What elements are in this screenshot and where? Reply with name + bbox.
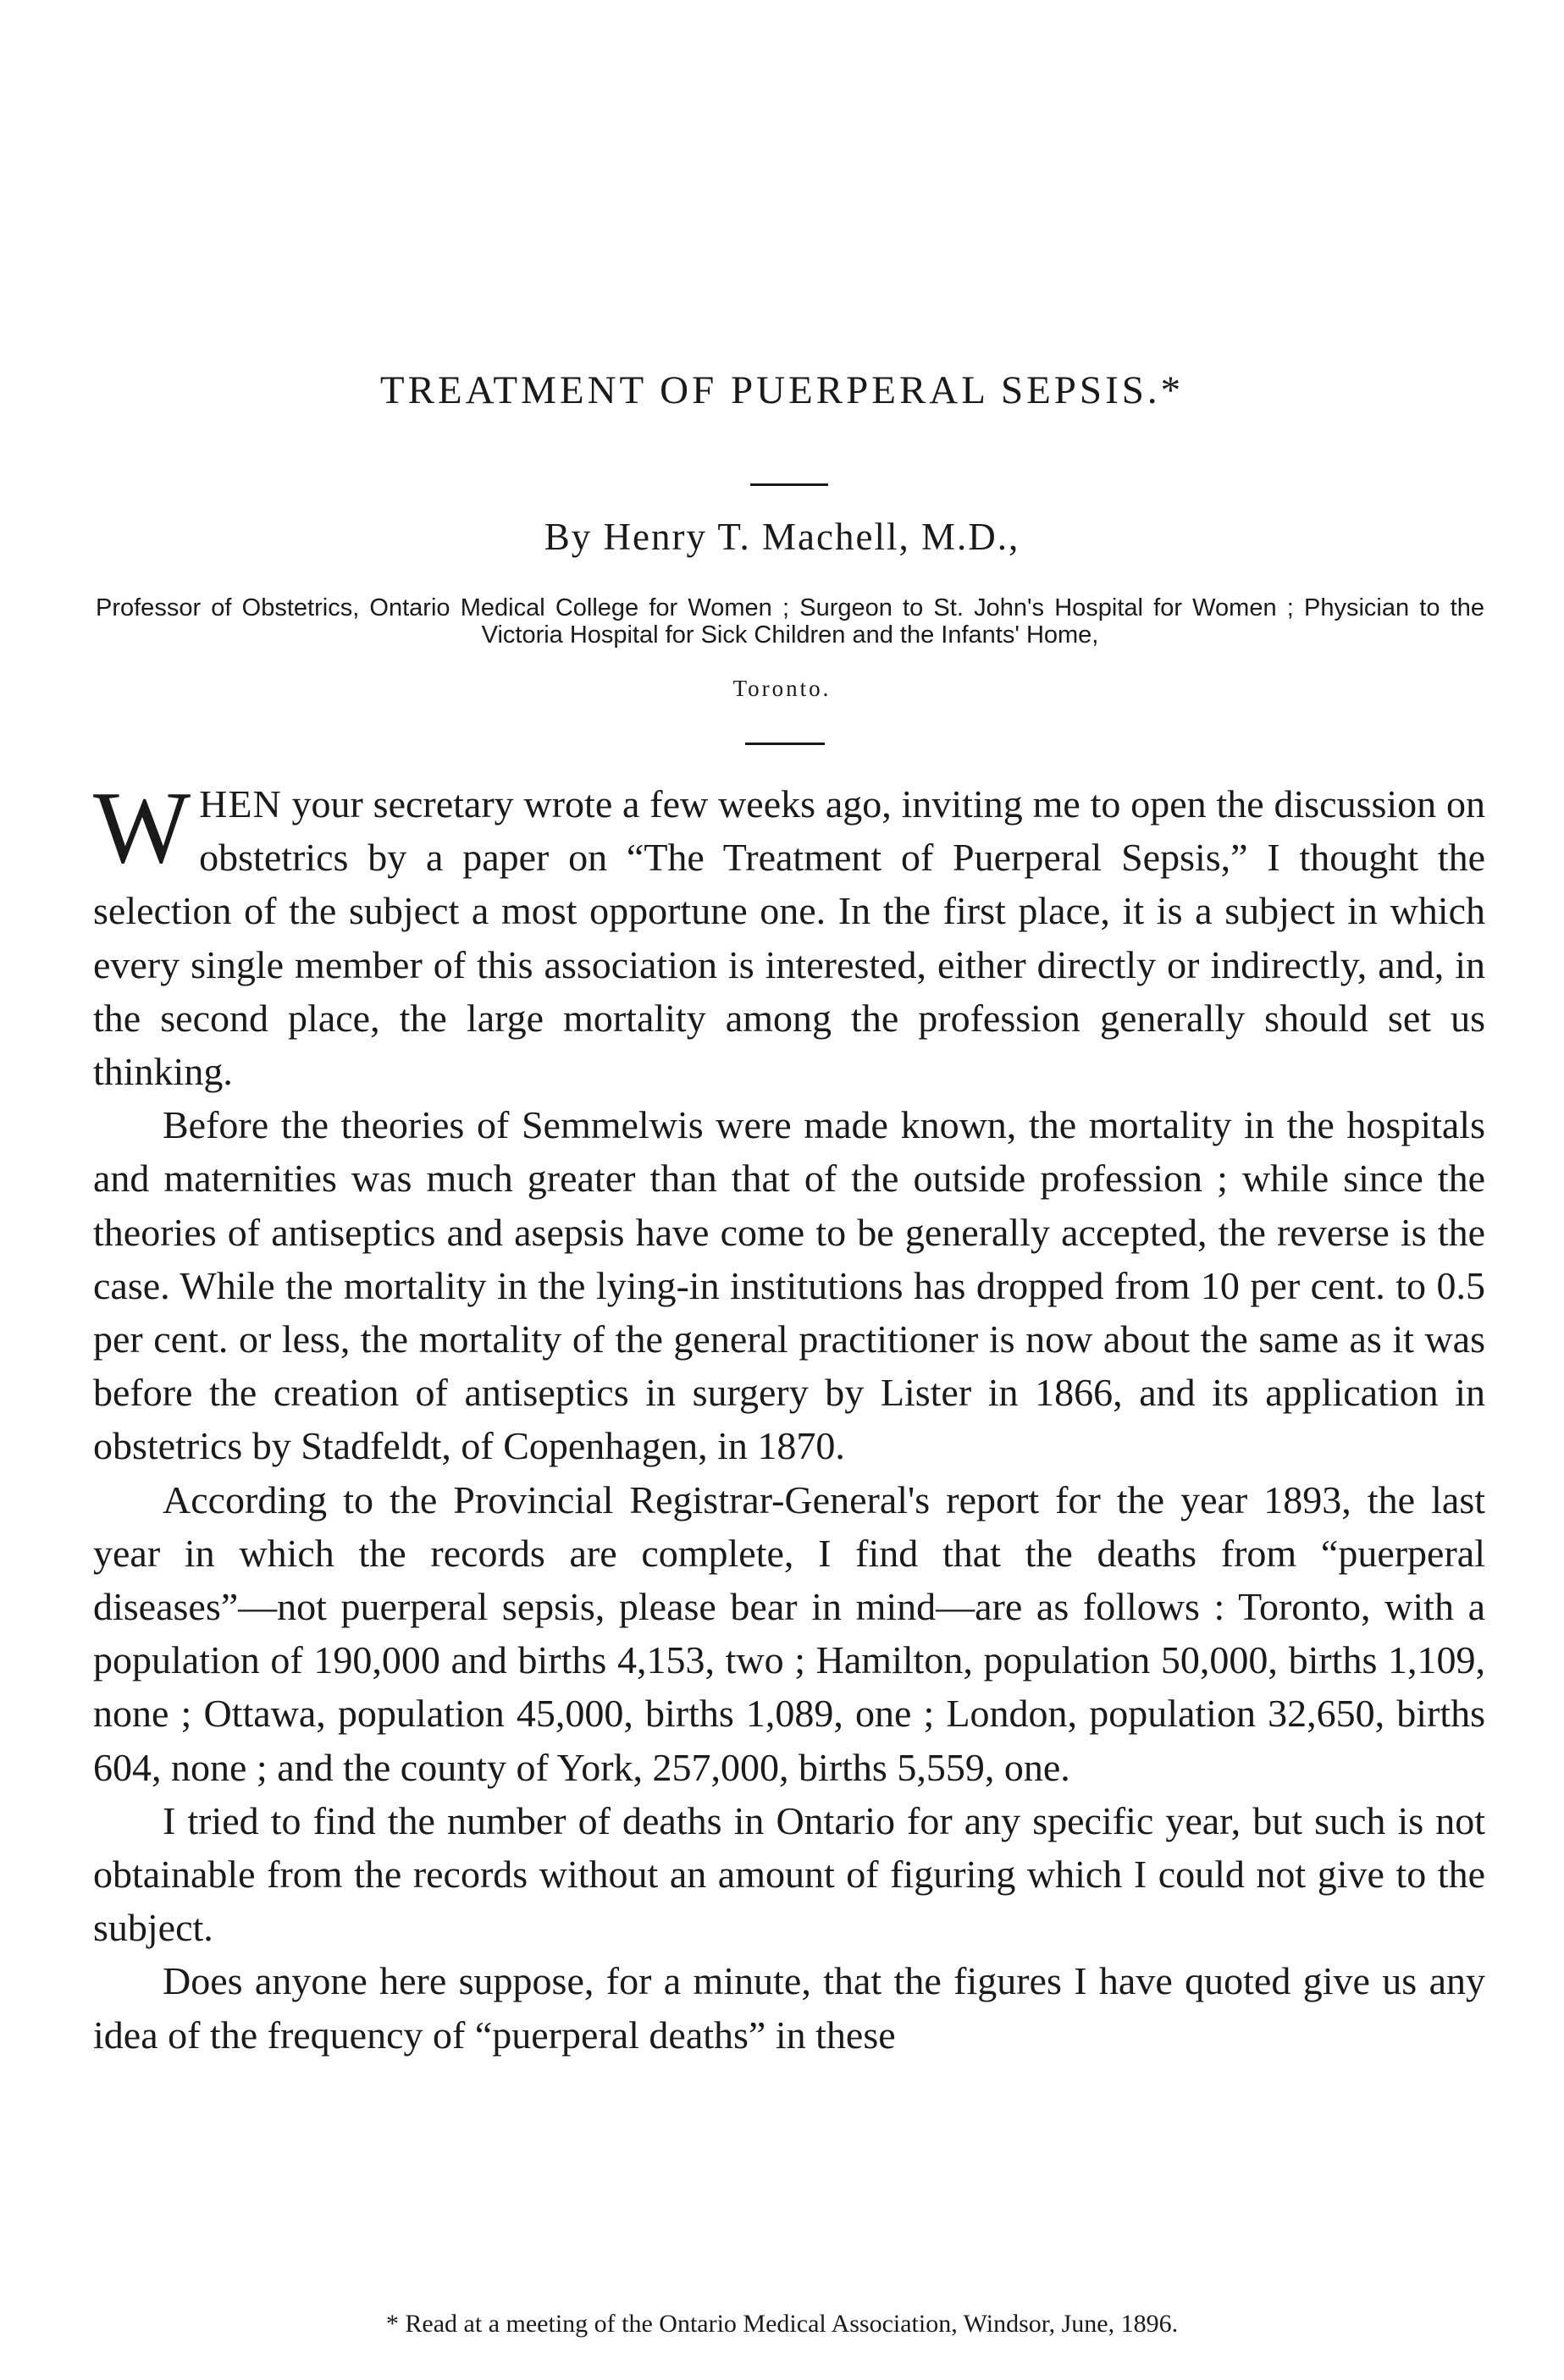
paragraph: Does anyone here suppose, for a minute, that the figures I have quoted give us any idea of the frequency of “puerperal deaths” in these — [93, 1959, 1485, 2057]
header-divider — [745, 743, 825, 745]
article-body — [93, 770, 1485, 2062]
paragraph-text: your secretary wrote a few weeks ago, inviting me to open the discussion on obstetrics by a paper on “The Treatment of Puerperal Sepsis,” I thought the selection of the subject a most opportune one. In the first place, it is a subject in which every single member of this association is interested, either directly or indirectly, and, in the second place, the large mortality among the profession generally should set us thinking. — [93, 782, 1485, 1094]
paragraph: Before the theories of Semmelwis were made known, the mortality in the hospitals and maternities was much greater than that of the outside profession ; while since the theories of antiseptics and asepsis have come to be generally accepted, the reverse is the case. While the mortality in the lying-in institutions has dropped from 10 per cent. to 0.5 per cent. or less, the mortality of the general practitioner is now about the same as it was before the creation of antiseptics in surgery by Lister in 1866, and its application in obstetrics by Stadfeldt, of Copenhagen, in 1870. — [93, 1103, 1485, 1468]
title-divider — [750, 483, 828, 486]
paragraph: I tried to find the number of deaths in Ontario for any specific year, but such is not obtainable from the records without an amount of figuring which I could not give to the subject. — [93, 1798, 1485, 1950]
footnote: * Read at a meeting of the Ontario Medical Association, Windsor, June, 1896. — [385, 2310, 1179, 2338]
author-affiliation: Professor of Obstetrics, Ontario Medical College for Women ; Surgeon to St. John's Hospital for Women ; Physician to the Victoria Hospital for Sick Children and the Infants' Home, — [96, 594, 1484, 649]
paragraph: According to the Provincial Registrar-General's report for the year 1893, the last year in which the records are complete, I find that the deaths from “puerperal diseases”—not puerperal sepsis, please bear in mind—are as follows : Toronto, with a population of 190,000 and births 4,153, two ; Hamilton, population 50,000, births 1,109, none ; Ottawa, population 45,000, births 1,089, one ; London, population 32,650, births 604, none ; and the county of York, 257,000, births 5,559, one. — [93, 1477, 1485, 1789]
lead-caps: HEN — [199, 782, 282, 826]
author-byline — [0, 518, 1564, 556]
byline-prefix: By — [544, 516, 593, 558]
paragraph — [93, 770, 1485, 1098]
drop-cap: W — [93, 770, 191, 885]
article-title: TREATMENT OF PUERPERAL SEPSIS.* — [379, 368, 1185, 412]
author-name: Henry T. Machell, M.D., — [603, 516, 1020, 558]
author-city: Toronto. — [732, 676, 832, 701]
